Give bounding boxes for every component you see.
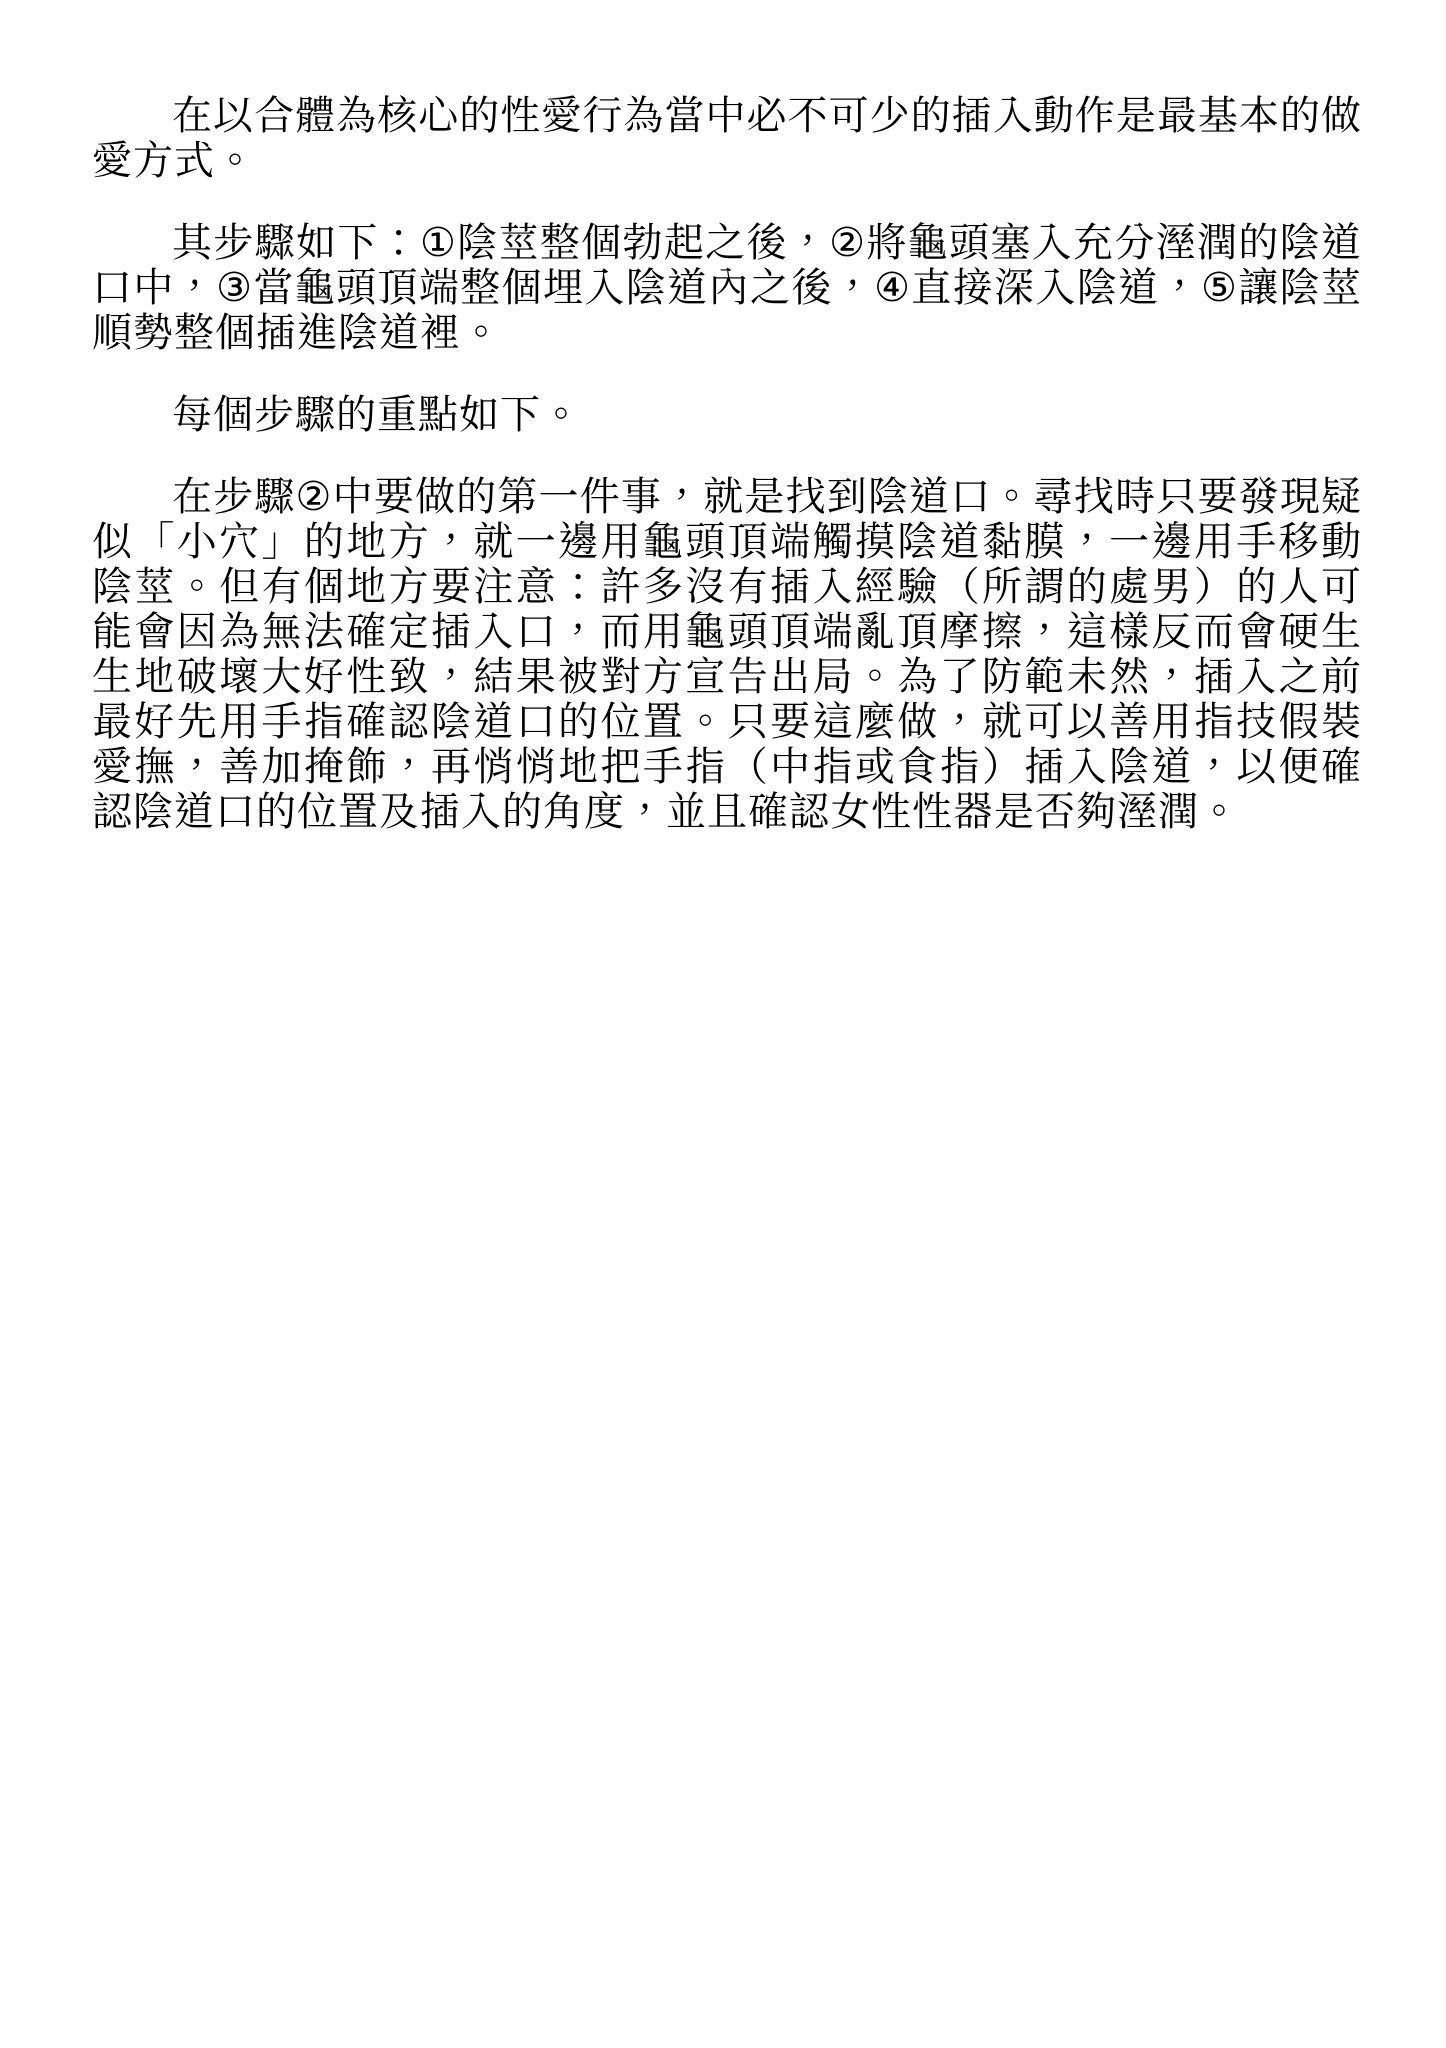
paragraph-1: 在以合體為核心的性愛行為當中必不可少的插入動作是最基本的做愛方式。	[92, 94, 1362, 183]
paragraph-2: 其步驟如下：①陰莖整個勃起之後，②將龜頭塞入充分溼潤的陰道口中，③當龜頭頂端整個埋入陰道內之後，④直接深入陰道，⑤讓陰莖順勢整個插進陰道裡。	[92, 221, 1362, 355]
text-content	[0, 0, 1446, 835]
paragraph-3: 每個步驟的重點如下。	[172, 393, 582, 437]
paragraph-4: 在步驟②中要做的第一件事，就是找到陰道口。尋找時只要發現疑似「小穴」的地方，就一邊用龜頭頂端觸摸陰道黏膜，一邊用手移動陰莖。但有個地方要注意：許多沒有插入經驗（所謂的處男）的人可能會因為無法確定插入口，而用龜頭頂端亂頂摩擦，這樣反而會硬生生地破壞大好性致，結果被對方宣告出局。為了防範未然，插入之前最好先用手指確認陰道口的位置。只要這麼做，就可以善用指技假裝愛撫，善加掩飾，再悄悄地把手指（中指或食指）插入陰道，以便確認陰道口的位置及插入的角度，並且確認女性性器是否夠溼潤。	[92, 475, 1362, 834]
